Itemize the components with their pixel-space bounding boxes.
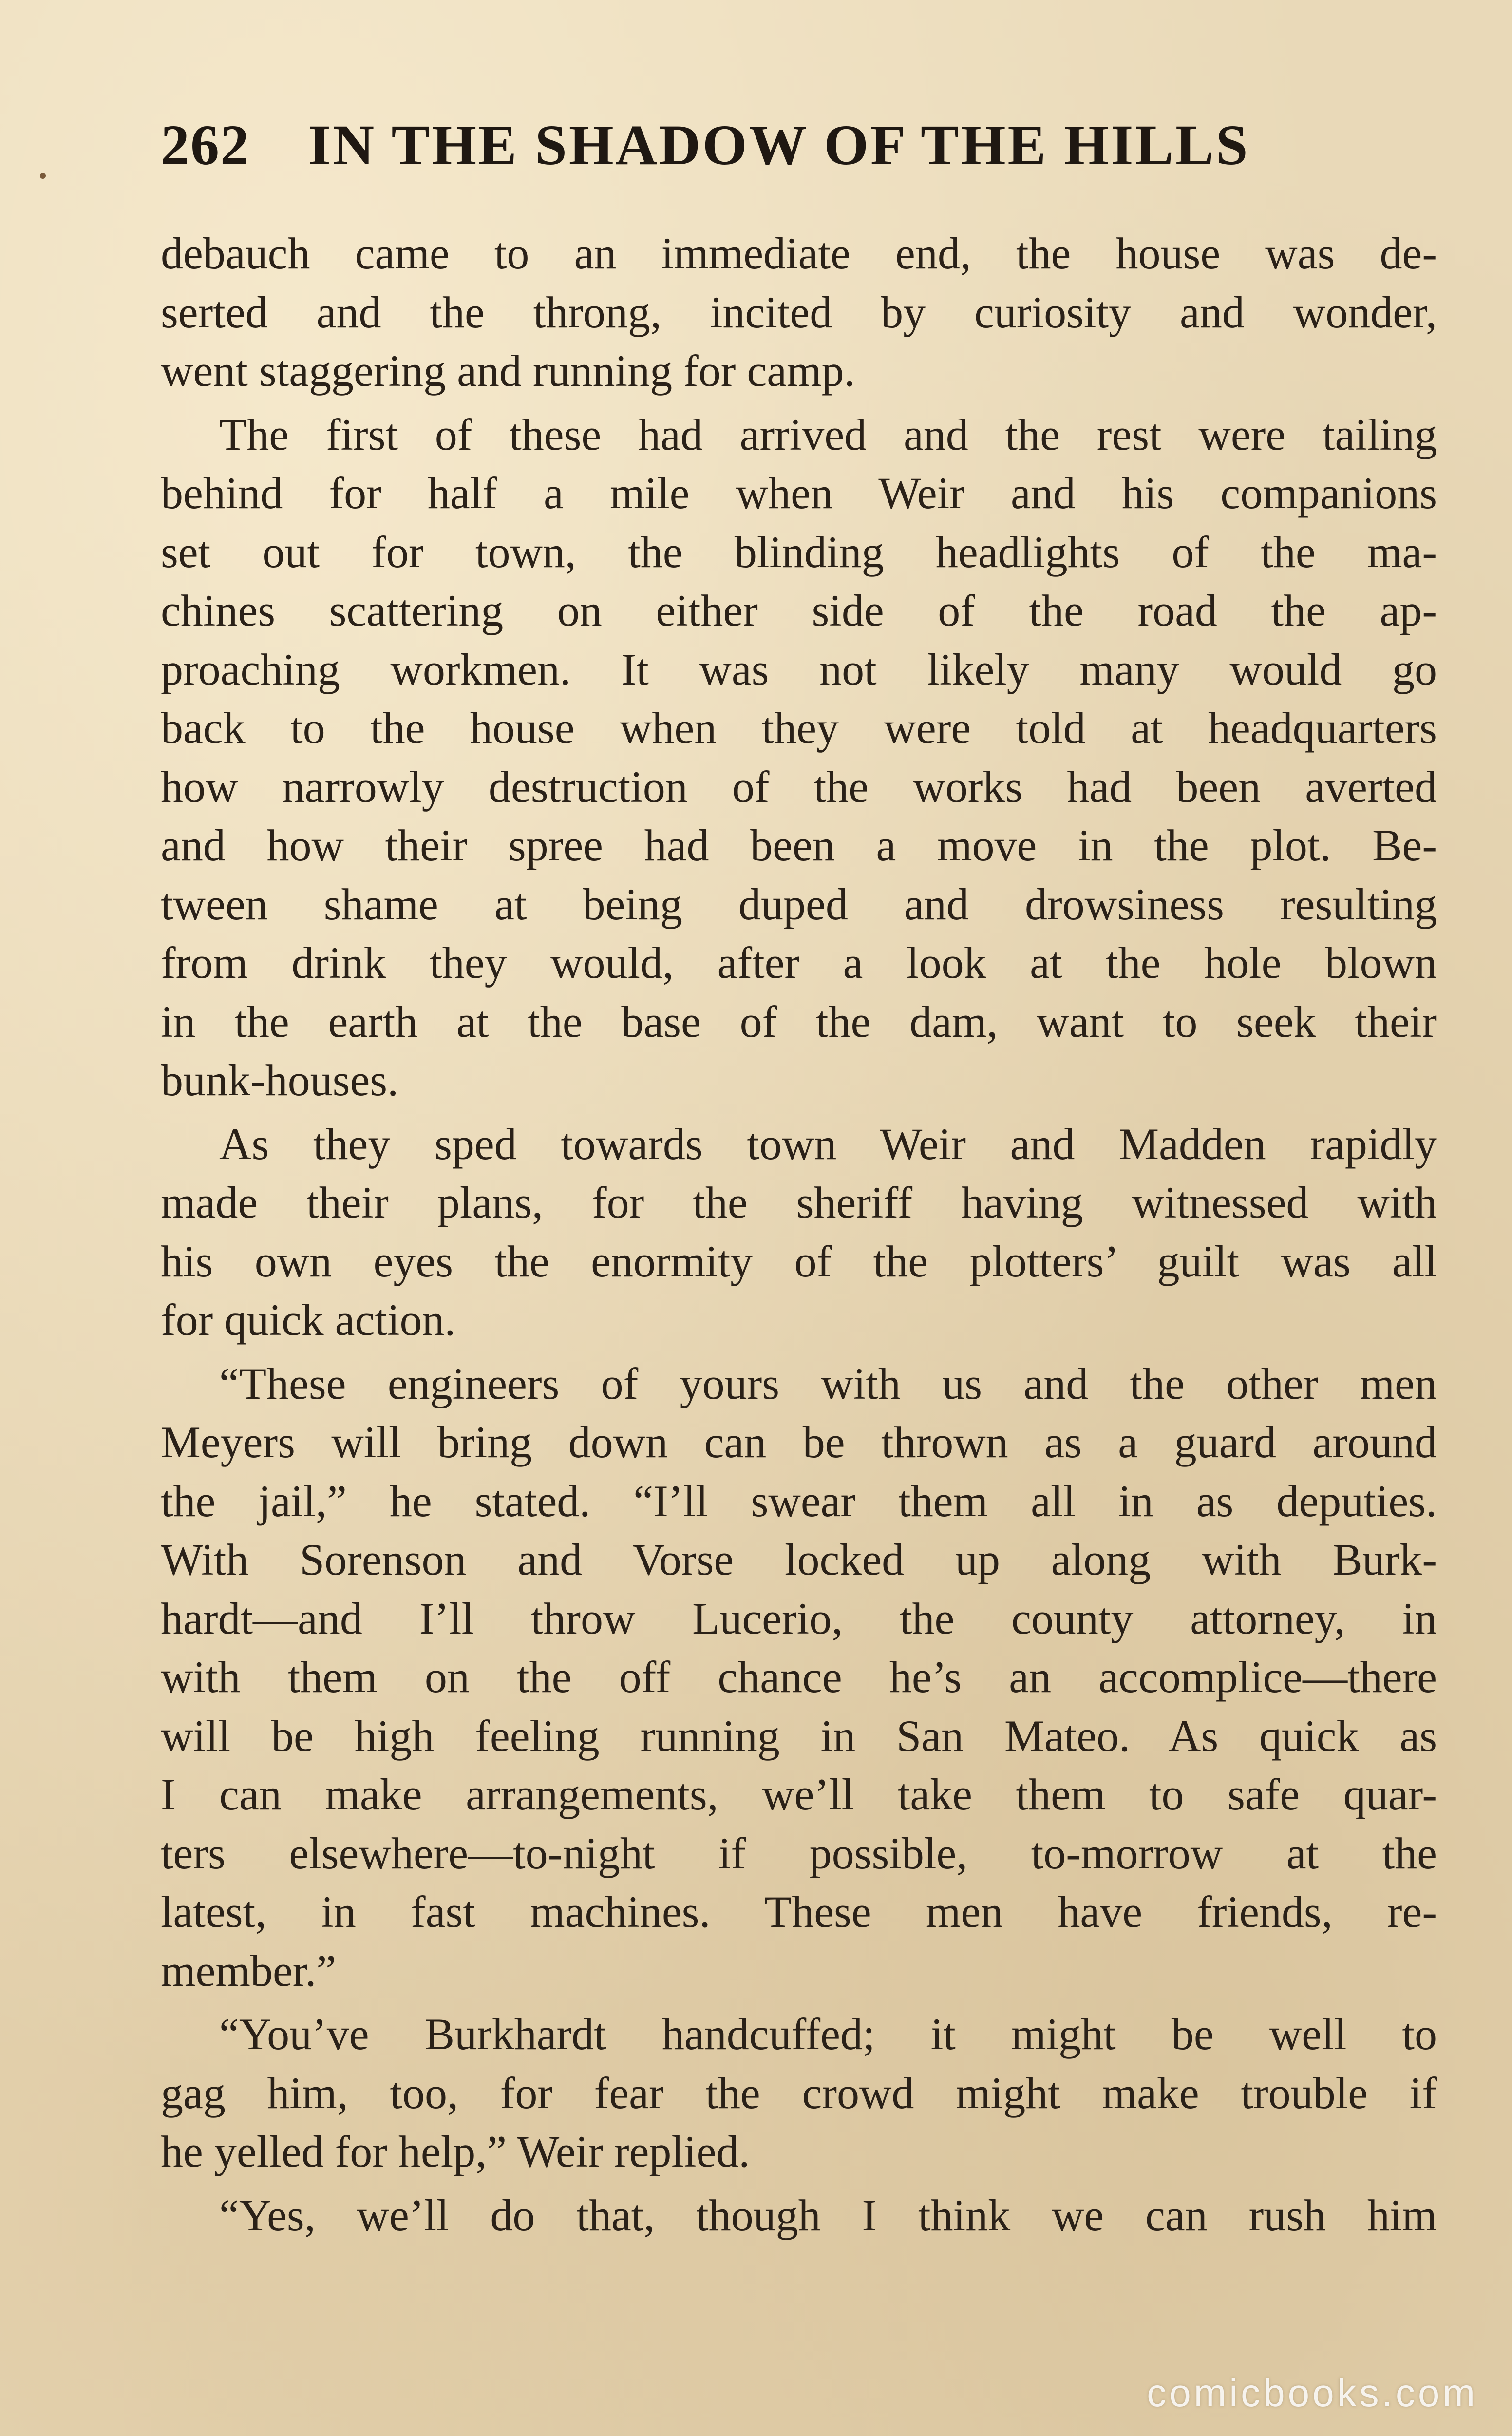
text-line: “Yes, we’ll do that, though I think we can rush him [219,2190,1437,2240]
text-line: proaching workmen. It was not likely many would go [161,644,1437,694]
text-line: “These engineers of yours with us and the other men [219,1358,1437,1408]
text-line: chines scattering on either side of the road the ap- [161,586,1437,635]
text-line: tween shame at being duped and drowsiness resulting [161,879,1437,929]
text-line: debauch came to an immediate end, the house was de- [161,228,1437,278]
text-line: Meyers will bring down can be thrown as a guard around [161,1417,1437,1467]
text-line: behind for half a mile when Weir and his companions [161,468,1437,518]
text-line: latest, in fast machines. These men have friends, re- [161,1887,1437,1937]
text-line: his own eyes the enormity of the plotters’ guilt was all [161,1236,1437,1286]
running-title: IN THE SHADOW OF THE HILLS [308,113,1250,177]
paper-speck [40,173,46,179]
text-line: for quick action. [161,1295,456,1345]
page-number: 262 [161,113,250,177]
watermark: comicbooks.com [1147,2371,1478,2415]
text-line: from drink they would, after a look at the hole blown [161,938,1437,988]
text-line: gag him, too, for fear the crowd might make trouble if [161,2068,1437,2118]
paragraph [161,405,1437,1110]
text-line: back to the house when they were told at headquarters [161,703,1437,753]
text-line: As they sped towards town Weir and Madden rapidly [219,1119,1437,1169]
text-line: With Sorenson and Vorse locked up along with Burk- [161,1535,1437,1584]
text-line: in the earth at the base of the dam, want to seek their [161,996,1437,1047]
text-line: made their plans, for the sheriff having witnessed with [161,1178,1437,1227]
book-page [161,112,1437,2304]
text-line: member.” [161,1945,337,1996]
paragraph [161,2005,1437,2181]
text-line: ters elsewhere—to-night if possible, to-morrow at the [161,1828,1437,1878]
text-line: The first of these had arrived and the rest were tailing [219,409,1437,459]
text-line: I can make arrangements, we’ll take them to safe quar- [161,1770,1437,1819]
paragraph [161,224,1437,400]
text-line: went staggering and running for camp. [161,346,855,396]
body-text [161,224,1437,2245]
paragraph [161,1354,1437,2000]
text-line: with them on the off chance he’s an accomplice—there [161,1652,1437,1702]
text-line: hardt—and I’ll throw Lucerio, the county attorney, in [161,1593,1437,1643]
text-line: will be high feeling running in San Mateo. As quick as [161,1711,1437,1761]
text-line: “You’ve Burkhardt handcuffed; it might be well to [219,2009,1437,2059]
text-line: bunk-houses. [161,1055,399,1105]
text-line: and how their spree had been a move in the plot. Be- [161,820,1437,870]
text-line: serted and the throng, incited by curiosity and wonder, [161,287,1437,337]
paragraph [161,2186,1437,2245]
text-line: the jail,” he stated. “I’ll swear them all in as deputies. [161,1476,1437,1526]
paragraph [161,1115,1437,1350]
text-line: he yelled for help,” Weir replied. [161,2127,750,2176]
text-line: set out for town, the blinding headlights of the ma- [161,527,1437,577]
text-line: how narrowly destruction of the works had been averted [161,761,1437,812]
running-head [161,112,1437,185]
